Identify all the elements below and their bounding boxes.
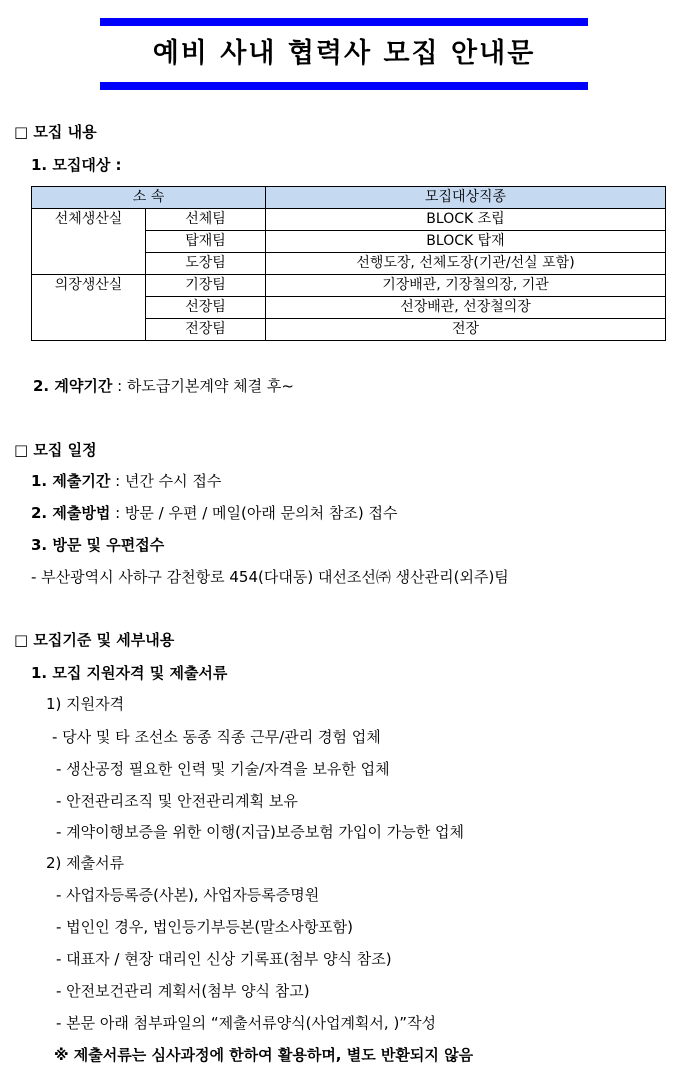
submission-method-value: : 방문 / 우편 / 메일(아래 문의처 참조) 접수 [110,504,398,522]
job-cell: 선장배관, 선장철의장 [266,297,666,319]
table-header-row [32,187,666,209]
job-cell: 전장 [266,319,666,341]
return-notice: ※ 제출서류는 심사과정에 한하여 활용하며, 별도 반환되지 않음 [54,1046,474,1064]
recruit-target-label: 1. 모집대상 : [31,156,122,174]
job-cell: BLOCK 조립 [266,209,666,231]
team-cell: 선체팀 [146,209,266,231]
list-item: - 안전관리조직 및 안전관리계획 보유 [56,792,298,810]
list-item: - 안전보건관리 계획서(첨부 양식 참고) [56,982,310,1000]
dept-cell: 의장생산실 [32,275,146,341]
table-row [32,209,666,231]
team-cell: 탑재팀 [146,231,266,253]
team-cell: 기장팀 [146,275,266,297]
header-affiliation: 소 속 [32,187,266,209]
dept-cell: 선체생산실 [32,209,146,275]
team-cell: 도장팀 [146,253,266,275]
visit-mail-label: 3. 방문 및 우편접수 [31,536,165,554]
table-row [32,275,666,297]
title-top-bar [100,18,588,26]
page-title: 예비 사내 협력사 모집 안내문 [152,38,536,69]
list-item: - 대표자 / 현장 대리인 신상 기록표(첨부 양식 참조) [56,950,392,968]
qualification-subheading: 1) 지원자격 [46,695,125,713]
address-text: - 부산광역시 사하구 감천항로 454(다대동) 대선조선㈜ 생산관리(외주)팀 [31,568,509,586]
section-recruit-content-heading: □ 모집 내용 [14,123,97,141]
submission-period-line [31,471,221,491]
list-item: - 사업자등록증(사본), 사업자등록증명원 [56,886,320,904]
job-cell: 기장배관, 기장철의장, 기관 [266,275,666,297]
submission-method-label: 2. 제출방법 [31,504,111,522]
section-schedule-heading: □ 모집 일정 [14,441,97,459]
contract-period-line [33,376,294,396]
team-cell: 전장팀 [146,319,266,341]
job-cell: 선행도장, 선체도장(기관/선실 포함) [266,253,666,275]
submission-method-line [31,503,397,523]
title-banner [100,18,588,90]
documents-subheading: 2) 제출서류 [46,854,125,872]
submission-period-label: 1. 제출기간 [31,472,111,490]
list-item: - 당사 및 타 조선소 동종 직종 근무/관리 경험 업체 [52,728,381,746]
contract-period-value: : 하도급기본계약 체결 후~ [112,377,294,395]
header-job-type: 모집대상직종 [266,187,666,209]
recruit-target-table [31,186,666,341]
team-cell: 선장팀 [146,297,266,319]
section-criteria-heading: □ 모집기준 및 세부내용 [14,631,175,649]
title-bottom-bar [100,82,588,90]
submission-period-value: : 년간 수시 접수 [110,472,222,490]
job-cell: BLOCK 탑재 [266,231,666,253]
list-item: - 생산공정 필요한 인력 및 기술/자격을 보유한 업체 [56,760,390,778]
list-item: - 법인인 경우, 법인등기부등본(말소사항포함) [56,918,354,936]
contract-period-label: 2. 계약기간 [33,377,113,395]
list-item: - 계약이행보증을 위한 이행(지급)보증보험 가입이 가능한 업체 [56,823,464,841]
qualification-docs-label: 1. 모집 지원자격 및 제출서류 [31,664,228,682]
list-item: - 본문 아래 첨부파일의 “제출서류양식(사업계획서, )”작성 [56,1014,437,1032]
